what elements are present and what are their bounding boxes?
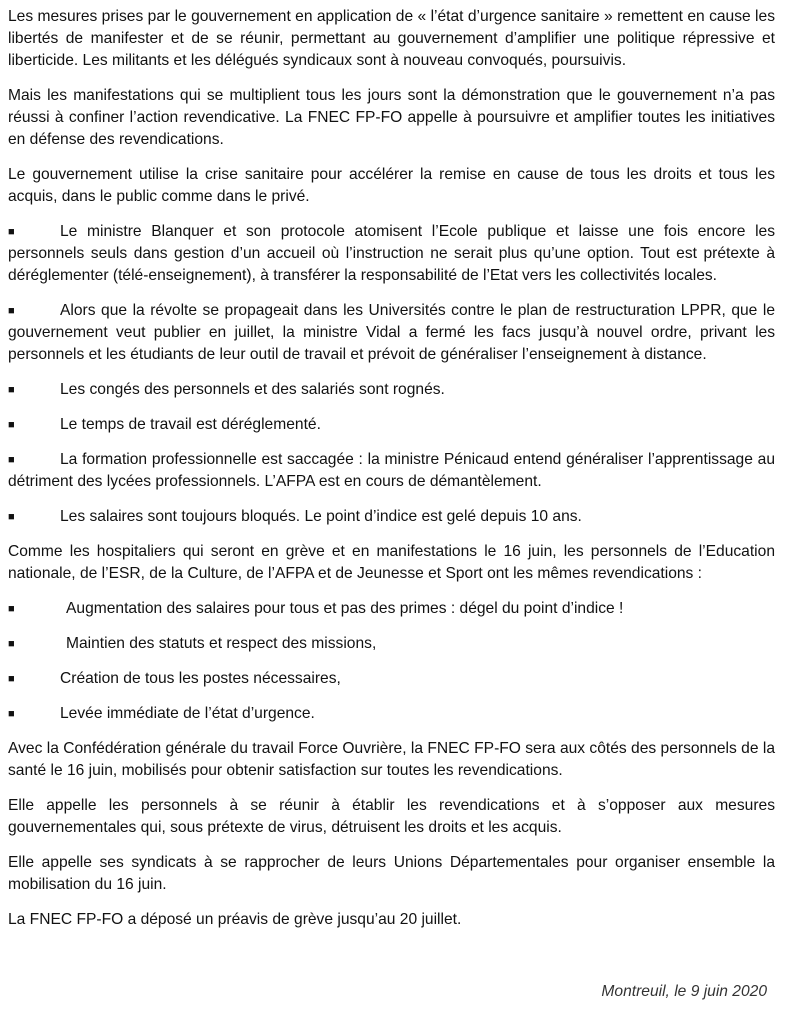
paragraph-closing-1: Avec la Confédération générale du travail Force Ouvrière, la FNEC FP-FO sera aux côtés des personnels de la santé le 16 juin, mobilisés pour obtenir satisfaction sur toutes les revendications. — [8, 740, 775, 779]
bullet-text: Alors que la révolte se propageait dans les Universités contre le plan de restructuration LPPR, que le gouvernement veut publier en juillet, la ministre Vidal a fermé les facs jusqu’à nouvel ordre, privant les personnels et les étudiants de leur outil de travail et prévoit de généraliser l’enseignement à distance. — [8, 302, 775, 363]
bullet-square-icon: ■ — [8, 454, 15, 466]
paragraph-intro-3: Le gouvernement utilise la crise sanitaire pour accélérer la remise en cause de tous les droits et tous les acquis, dans le public comme dans le privé. — [8, 166, 775, 205]
bullet-text: Le temps de travail est déréglementé. — [60, 416, 321, 433]
bullet-text: Maintien des statuts et respect des missions, — [66, 635, 377, 652]
bullet-text: Le ministre Blanquer et son protocole atomisent l’Ecole publique et laisse une fois encore les personnels seuls dans gestion d’un accueil où l’instruction ne serait plus qu’une option. Tout est prétexte à déréglementer (télé-enseignement), à transférer la responsabilité de l’Etat vers les collectivités locales. — [8, 223, 775, 284]
bullet-item — [8, 379, 775, 401]
bullet-square-icon: ■ — [8, 603, 15, 615]
bullet-square-icon: ■ — [8, 708, 15, 720]
bullet-text: Création de tous les postes nécessaires, — [60, 670, 341, 687]
signature-place-date: Montreuil, le 9 juin 2020 — [601, 983, 767, 1000]
bullet-item — [8, 300, 775, 366]
bullet-text: Levée immédiate de l’état d’urgence. — [60, 705, 315, 722]
paragraph-closing-3: Elle appelle ses syndicats à se rapprocher de leurs Unions Départementales pour organiser ensemble la mobilisation du 16 juin. — [8, 854, 775, 893]
paragraph-closing-4: La FNEC FP-FO a déposé un préavis de grève jusqu’au 20 juillet. — [8, 911, 462, 928]
bullet-item — [8, 221, 775, 287]
bullet-text: Les salaires sont toujours bloqués. Le point d’indice est gelé depuis 10 ans. — [60, 508, 582, 525]
bullet-item — [8, 703, 775, 725]
paragraph-closing-2: Elle appelle les personnels à se réunir à établir les revendications et à s’opposer aux mesures gouvernementales qui, sous prétexte de virus, détruisent les droits et les acquis. — [8, 797, 775, 836]
paragraph-intro-2: Mais les manifestations qui se multiplient tous les jours sont la démonstration que le gouvernement n’a pas réussi à confiner l’action revendicative. La FNEC FP-FO appelle à poursuivre et amplifier toutes les initiatives en défense des revendications. — [8, 87, 775, 148]
bullet-square-icon: ■ — [8, 673, 15, 685]
bullet-square-icon: ■ — [8, 419, 15, 431]
bullet-item — [8, 633, 775, 655]
bullet-item — [8, 449, 775, 493]
bullet-item — [8, 414, 775, 436]
paragraph-intro-1: Les mesures prises par le gouvernement en application de « l’état d’urgence sanitaire » remettent en cause les libertés de manifester et de se réunir, permettant au gouvernement d’amplifier une politique répressive et liberticide. Les militants et les délégués syndicaux sont à nouveau convoqués, poursuivis. — [8, 8, 775, 69]
bullet-square-icon: ■ — [8, 384, 15, 396]
bullet-text: La formation professionnelle est saccagée : la ministre Pénicaud entend généraliser l’apprentissage au détriment des lycées professionnels. L’AFPA est en cours de démantèlement. — [8, 451, 775, 490]
bullet-square-icon: ■ — [8, 226, 15, 238]
bullet-item — [8, 598, 775, 620]
bullet-square-icon: ■ — [8, 511, 15, 523]
bullet-text: Augmentation des salaires pour tous et pas des primes : dégel du point d’indice ! — [66, 600, 624, 617]
document-body — [8, 6, 775, 944]
bullet-square-icon: ■ — [8, 305, 15, 317]
bullet-text: Les congés des personnels et des salariés sont rognés. — [60, 381, 445, 398]
bullet-square-icon: ■ — [8, 638, 15, 650]
bullet-item — [8, 506, 775, 528]
paragraph-revendications-intro: Comme les hospitaliers qui seront en grève et en manifestations le 16 juin, les personnels de l’Education nationale, de l’ESR, de la Culture, de l’AFPA et de Jeunesse et Sport ont les mêmes revendications : — [8, 543, 775, 582]
bullet-item — [8, 668, 775, 690]
